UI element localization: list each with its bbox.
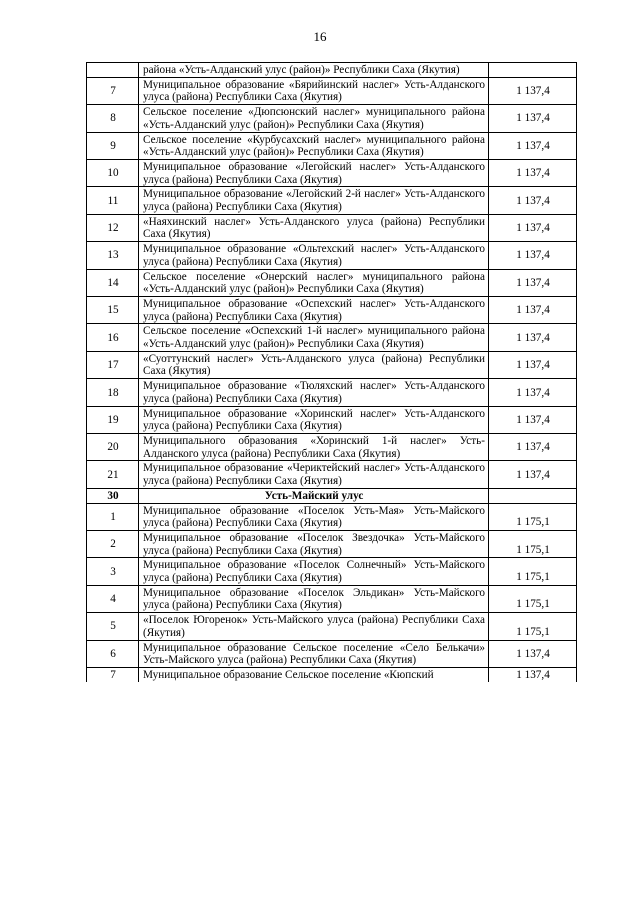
- table-row: [87, 77, 577, 104]
- row-number: 5: [87, 613, 139, 640]
- row-description: Муниципальное образование Сельское поселение «Кюпский: [139, 667, 489, 681]
- row-value: 1 137,4: [489, 77, 577, 104]
- row-number: 7: [87, 77, 139, 104]
- row-description: Муниципального образования «Хоринский 1-й наслег» Усть-Алданского улуса (района) Республики Саха (Якутия): [139, 433, 489, 460]
- table-row: [87, 105, 577, 132]
- table-row: [87, 503, 577, 530]
- table-row: [87, 269, 577, 296]
- table-row: [87, 667, 577, 681]
- row-description: Муниципальное образование «Легойский наслег» Усть-Алданского улуса (района) Республики Саха (Якутия): [139, 159, 489, 186]
- row-number: 16: [87, 324, 139, 351]
- row-description: Муниципальное образование «Поселок Усть-Мая» Усть-Майского улуса (района) Республики Саха (Якутия): [139, 503, 489, 530]
- row-value: 1 137,4: [489, 242, 577, 269]
- table-row: [87, 613, 577, 640]
- row-description: Муниципальное образование «Чериктейский наслег» Усть-Алданского улуса (района) Республики Саха (Якутия): [139, 461, 489, 488]
- table-row: [87, 640, 577, 667]
- row-value: 1 175,1: [489, 585, 577, 612]
- row-description: Муниципальное образование «Оспехский наслег» Усть-Алданского улуса (района) Республики Саха (Якутия): [139, 296, 489, 323]
- row-description: Сельское поселение «Оспехский 1-й наслег» муниципального района «Усть-Алданский улус (район)» Республики Саха (Якутия): [139, 324, 489, 351]
- row-description: Муниципальное образование «Тюляхский наслег» Усть-Алданского улуса (района) Республики Саха (Якутия): [139, 379, 489, 406]
- section-title: Усть-Майский улус: [139, 488, 489, 503]
- row-value: 1 137,4: [489, 351, 577, 378]
- row-number: 15: [87, 296, 139, 323]
- row-value: 1 137,4: [489, 433, 577, 460]
- row-value: 1 137,4: [489, 105, 577, 132]
- row-number: 20: [87, 433, 139, 460]
- row-value: [489, 63, 577, 78]
- row-number: 18: [87, 379, 139, 406]
- table-row: [87, 159, 577, 186]
- row-number: 7: [87, 667, 139, 681]
- row-value: 1 137,4: [489, 379, 577, 406]
- row-value: 1 137,4: [489, 640, 577, 667]
- row-value: 1 175,1: [489, 530, 577, 557]
- table-row: [87, 132, 577, 159]
- table-row: [87, 214, 577, 241]
- row-value: 1 137,4: [489, 269, 577, 296]
- row-value: 1 175,1: [489, 503, 577, 530]
- page-number: 16: [313, 29, 327, 44]
- row-description: «Наяхинский наслег» Усть-Алданского улуса (района) Республики Саха (Якутия): [139, 214, 489, 241]
- row-description: Муниципальное образование «Бярийинский наслег» Усть-Алданского улуса (района) Республики Саха (Якутия): [139, 77, 489, 104]
- row-number: 8: [87, 105, 139, 132]
- allocation-table: [86, 62, 577, 682]
- row-description: Сельское поселение «Онерский наслег» муниципального района «Усть-Алданский улус (район)» Республики Саха (Якутия): [139, 269, 489, 296]
- row-number: 9: [87, 132, 139, 159]
- table-row: [87, 406, 577, 433]
- table-row: [87, 187, 577, 214]
- row-value: 1 137,4: [489, 159, 577, 186]
- row-value: 1 137,4: [489, 132, 577, 159]
- table-row: [87, 351, 577, 378]
- row-number: 11: [87, 187, 139, 214]
- row-number: 21: [87, 461, 139, 488]
- row-number: 19: [87, 406, 139, 433]
- table-row: [87, 296, 577, 323]
- row-description: Муниципальное образование «Ольтехский наслег» Усть-Алданского улуса (района) Республики Саха (Якутия): [139, 242, 489, 269]
- row-value: 1 137,4: [489, 187, 577, 214]
- row-value: 1 137,4: [489, 324, 577, 351]
- row-description: Сельское поселение «Курбусахский наслег» муниципального района «Усть-Алданский улус (район)» Республики Саха (Якутия): [139, 132, 489, 159]
- row-description: Муниципальное образование «Легойский 2-й наслег» Усть-Алданского улуса (района) Республики Саха (Якутия): [139, 187, 489, 214]
- table-row: [87, 63, 577, 78]
- table-row: [87, 379, 577, 406]
- row-number: 6: [87, 640, 139, 667]
- table-row: [87, 242, 577, 269]
- row-number: 4: [87, 585, 139, 612]
- table-row: [87, 530, 577, 557]
- table-row: [87, 324, 577, 351]
- section-number: 30: [87, 488, 139, 503]
- row-value: 1 137,4: [489, 296, 577, 323]
- table-row: [87, 558, 577, 585]
- row-description: Муниципальное образование «Хоринский наслег» Усть-Алданского улуса (района) Республики Саха (Якутия): [139, 406, 489, 433]
- row-number: 1: [87, 503, 139, 530]
- row-value: 1 137,4: [489, 406, 577, 433]
- row-value: 1 137,4: [489, 667, 577, 681]
- table-row: [87, 461, 577, 488]
- row-description: района «Усть-Алданский улус (район)» Республики Саха (Якутия): [139, 63, 489, 78]
- row-description: Муниципальное образование «Поселок Эльдикан» Усть-Майского улуса (района) Республики Саха (Якутия): [139, 585, 489, 612]
- row-number: 2: [87, 530, 139, 557]
- row-number: 13: [87, 242, 139, 269]
- row-number: 3: [87, 558, 139, 585]
- section-value: [489, 488, 577, 503]
- row-description: «Поселок Югоренок» Усть-Майского улуса (района) Республики Саха (Якутия): [139, 613, 489, 640]
- row-description: Муниципальное образование «Поселок Солнечный» Усть-Майского улуса (района) Республики Саха (Якутия): [139, 558, 489, 585]
- row-number: 12: [87, 214, 139, 241]
- row-description: «Суоттунский наслег» Усть-Алданского улуса (района) Республики Саха (Якутия): [139, 351, 489, 378]
- table-row: [87, 433, 577, 460]
- row-number: 14: [87, 269, 139, 296]
- row-number: 17: [87, 351, 139, 378]
- section-header-row: [87, 488, 577, 503]
- row-value: 1 175,1: [489, 558, 577, 585]
- row-description: Сельское поселение «Дюпсюнский наслег» муниципального района «Усть-Алданский улус (район)» Республики Саха (Якутия): [139, 105, 489, 132]
- row-value: 1 137,4: [489, 461, 577, 488]
- row-value: 1 137,4: [489, 214, 577, 241]
- row-description: Муниципальное образование «Поселок Звездочка» Усть-Майского улуса (района) Республики Саха (Якутия): [139, 530, 489, 557]
- row-value: 1 175,1: [489, 613, 577, 640]
- row-number: [87, 63, 139, 78]
- row-description: Муниципальное образование Сельское поселение «Село Белькачи» Усть-Майского улуса (района) Республики Саха (Якутия): [139, 640, 489, 667]
- table-row: [87, 585, 577, 612]
- row-number: 10: [87, 159, 139, 186]
